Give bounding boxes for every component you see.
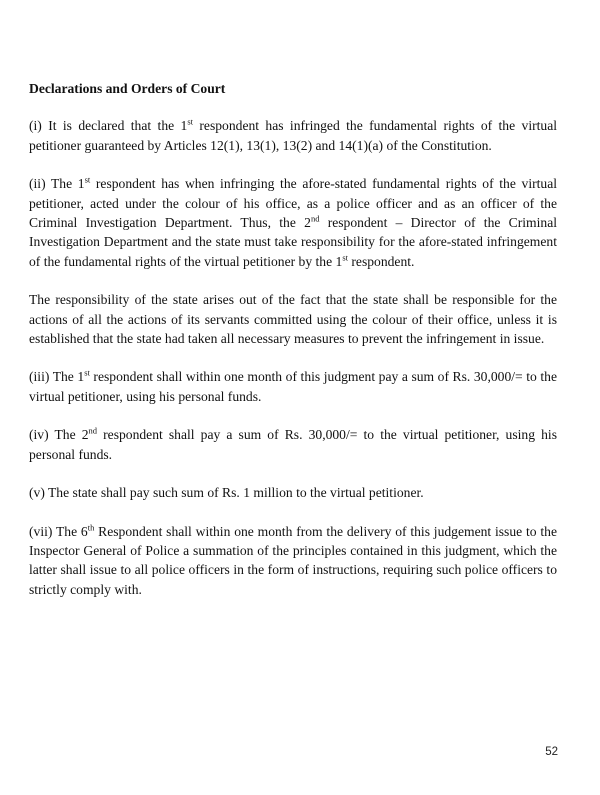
section-heading: Declarations and Orders of Court <box>29 81 226 96</box>
para-ii <box>29 174 557 271</box>
ordinal-suffix: st <box>342 252 348 263</box>
paragraph-text: respondent. <box>348 253 415 269</box>
paragraph-text: respondent – Director of the Criminal Investigation Department and the state must take responsibility for the afore-stated infringement of the fundamental rights of the virtual petitioner by the 1 <box>29 215 557 269</box>
paragraph-text: respondent has when infringing the afore-stated fundamental rights of the virtual petitioner, acted under the colour of his office, as a police officer and as an officer of the Criminal Investigation Department. Thus, the 2 <box>29 176 558 231</box>
page-number: 52 <box>545 746 558 758</box>
paragraph-text: (iii) The 1 <box>29 369 85 385</box>
para-i <box>29 116 557 155</box>
paragraph-text: (vii) The 6 <box>29 523 88 539</box>
paragraph-text: respondent shall within one month of this judgment pay a sum of Rs. 30,000/= to the virtual petitioner, using his personal funds. <box>29 369 557 404</box>
paragraph-text: (iv) The 2 <box>29 427 89 443</box>
paragraph-text: Respondent shall within one month from the delivery of this judgement issue to the Inspector General of Police a summation of the principles contained in this judgment, which the latter shall issue to all police officers in the form of instructions, requiring such police officers to strictly comply with. <box>29 523 557 597</box>
ordinal-suffix: nd <box>310 213 320 224</box>
ordinal-suffix: st <box>84 174 91 185</box>
para-iii <box>29 367 557 406</box>
para-responsibility <box>29 290 557 348</box>
ordinal-suffix: st <box>187 116 194 127</box>
paragraph-text: respondent has infringed the fundamental rights of the virtual petitioner guaranteed by Articles 12(1), 13(1), 13(2) and 14(1)(a) of the Constitution. <box>29 118 558 153</box>
ordinal-suffix: st <box>84 367 90 378</box>
paragraph-text: respondent shall pay a sum of Rs. 30,000/= to the virtual petitioner, using his personal funds. <box>29 427 557 462</box>
ordinal-suffix: nd <box>88 425 98 436</box>
page-content <box>29 79 557 618</box>
paragraph-text: (i) It is declared that the 1 <box>29 118 188 134</box>
para-v <box>29 483 557 502</box>
para-iv <box>29 425 557 464</box>
paragraph-text: The responsibility of the state arises out of the fact that the state shall be responsible for the actions of all the actions of its servants committed using the colour of their office, unless it is established that the state had taken all necessary measures to prevent the infringement in issue. <box>29 292 557 347</box>
paragraph-list <box>29 116 557 599</box>
ordinal-suffix: th <box>87 521 95 532</box>
paragraph-text: (ii) The 1 <box>29 176 85 192</box>
paragraph-text: (v) The state shall pay such sum of Rs. 1 million to the virtual petitioner. <box>29 485 424 501</box>
para-vii <box>29 522 557 600</box>
